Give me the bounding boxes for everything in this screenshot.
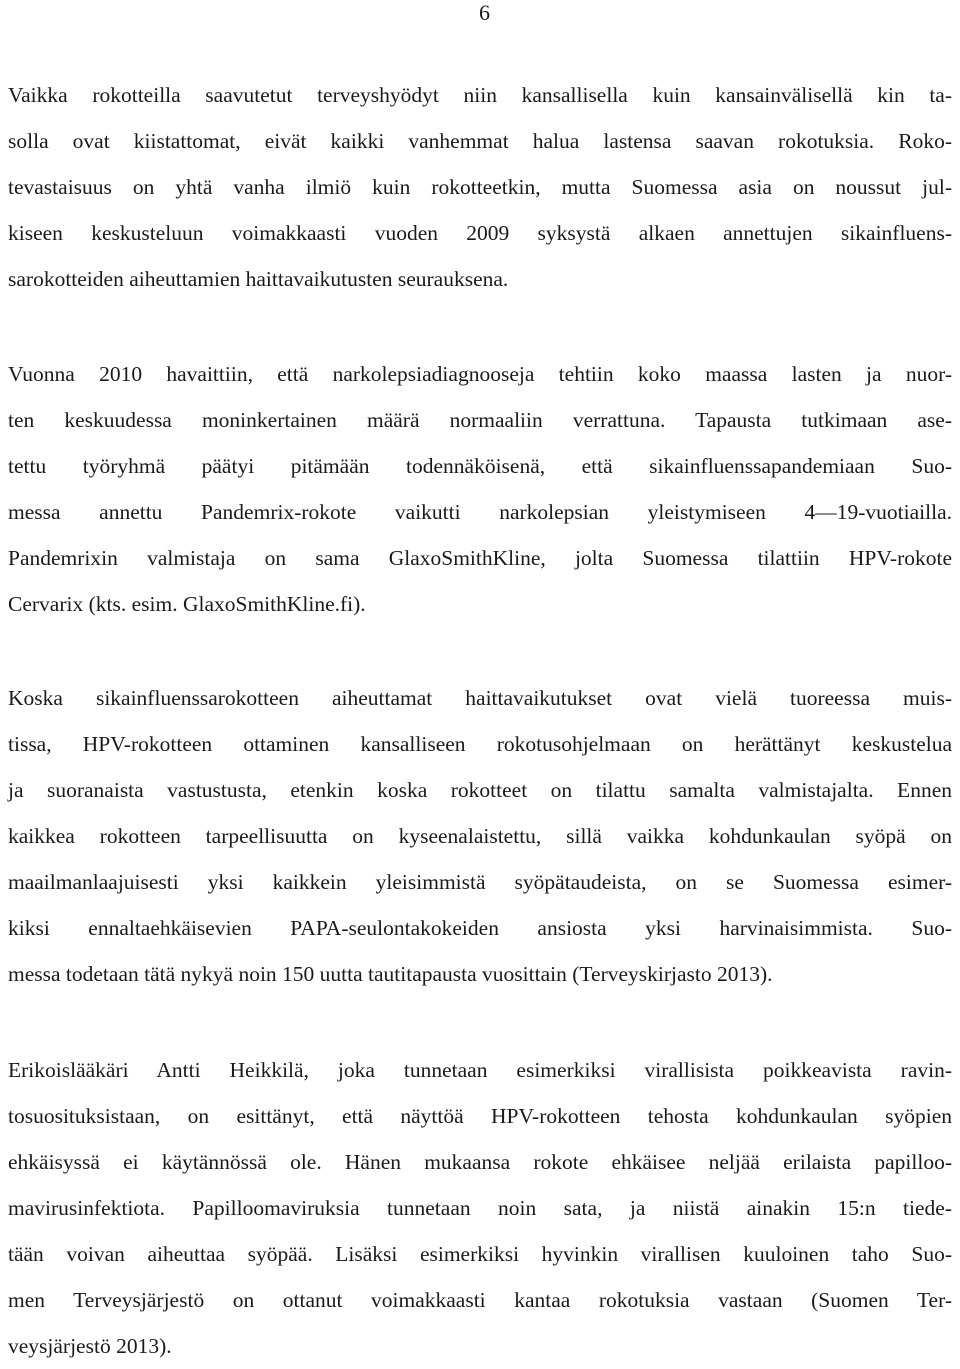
text-line: messa annettu Pandemrix-rokote vaikutti narkolepsian yleistymiseen 4—19-vuotiailla. [8, 500, 952, 524]
text-line: kaikkea rokotteen tarpeellisuutta on kyseenalaistettu, sillä vaikka kohdunkaulan syöpä on [8, 824, 952, 848]
page-number: 6 [479, 0, 490, 25]
text-line: maailmanlaajuisesti yksi kaikkein yleisimmistä syöpätaudeista, on se Suomessa esimer- [8, 870, 952, 894]
text-line: Erikoislääkäri Antti Heikkilä, joka tunnetaan esimerkiksi virallisista poikkeavista ravin- [8, 1058, 952, 1082]
text-line: Koska sikainfluenssarokotteen aiheuttamat haittavaikutukset ovat vielä tuoreessa muis- [8, 686, 952, 710]
text-line: Vuonna 2010 havaittiin, että narkolepsiadiagnooseja tehtiin koko maassa lasten ja nuor- [8, 362, 952, 386]
text-line: Pandemrixin valmistaja on sama GlaxoSmithKline, jolta Suomessa tilattiin HPV-rokote [8, 546, 952, 570]
text-line: men Terveysjärjestö on ottanut voimakkaasti kantaa rokotuksia vastaan (Suomen Ter- [8, 1288, 952, 1312]
text-line: messa todetaan tätä nykyä noin 150 uutta tautitapausta vuosittain (Terveyskirjasto 2013). [8, 962, 773, 986]
text-line: ehkäisyssä ei käytännössä ole. Hänen mukaansa rokote ehkäisee neljää erilaista papilloo- [8, 1150, 952, 1174]
text-line: solla ovat kiistattomat, eivät kaikki vanhemmat halua lastensa saavan rokotuksia. Roko- [8, 129, 952, 153]
text-line: kiseen keskusteluun voimakkaasti vuoden 2009 syksystä alkaen annettujen sikainfluens- [8, 221, 952, 245]
text-line: ja suoranaista vastustusta, etenkin koska rokotteet on tilattu samalta valmistajalta. Ennen [8, 778, 952, 802]
text-line: tissa, HPV-rokotteen ottaminen kansalliseen rokotusohjelmaan on herättänyt keskustelua [8, 732, 952, 756]
text-line: tosuosituksistaan, on esittänyt, että näyttöä HPV-rokotteen tehosta kohdunkaulan syöpien [8, 1104, 952, 1128]
text-line: mavirusinfektiota. Papilloomaviruksia tunnetaan noin sata, ja niistä ainakin 15:n tiede- [8, 1196, 952, 1220]
text-line: ten keskuudessa moninkertainen määrä normaaliin verrattuna. Tapausta tutkimaan ase- [8, 408, 952, 432]
text-line: tettu työryhmä päätyi pitämään todennäköisenä, että sikainfluenssapandemiaan Suo- [8, 454, 952, 478]
text-line: kiksi ennaltaehkäisevien PAPA-seulontakokeiden ansiosta yksi harvinaisimmista. Suo- [8, 916, 952, 940]
paragraph-4 [8, 1047, 952, 1369]
paragraph-3 [8, 675, 952, 997]
text-line: Cervarix (kts. esim. GlaxoSmithKline.fi). [8, 592, 366, 616]
paragraph-1 [8, 72, 952, 302]
paragraph-2 [8, 351, 952, 627]
text-line: tään voivan aiheuttaa syöpää. Lisäksi esimerkiksi hyvinkin virallisen kuuloinen taho Suo- [8, 1242, 952, 1266]
text-line: veysjärjestö 2013). [8, 1334, 172, 1358]
text-line: sarokotteiden aiheuttamien haittavaikutusten seurauksena. [8, 267, 509, 291]
text-line: Vaikka rokotteilla saavutetut terveyshyödyt niin kansallisella kuin kansainvälisellä kin ta- [8, 83, 952, 107]
text-line: tevastaisuus on yhtä vanha ilmiö kuin rokotteetkin, mutta Suomessa asia on noussut jul- [8, 175, 952, 199]
